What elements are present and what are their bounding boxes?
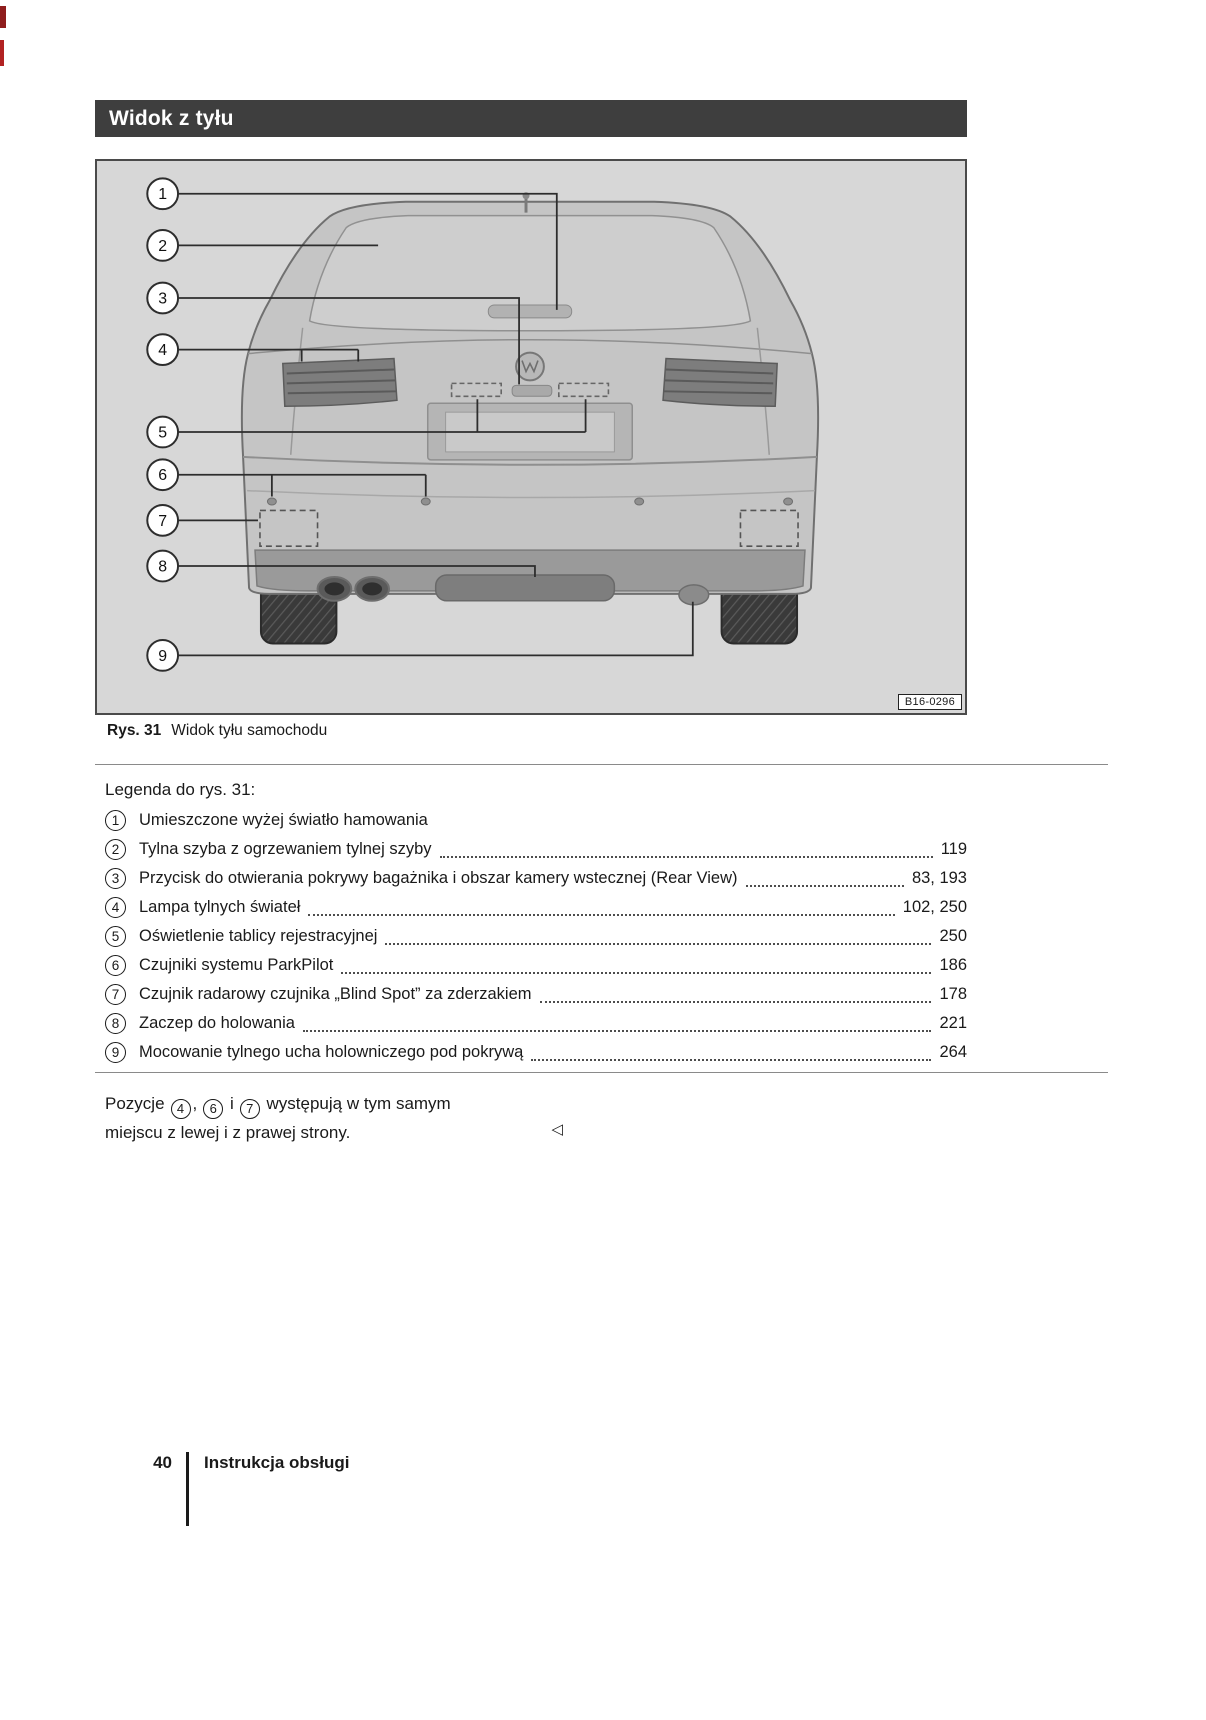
legend-item-text: Oświetlenie tablicy rejestracyjnej (139, 927, 378, 945)
park-sensor (421, 498, 430, 505)
legend-item (105, 980, 967, 1009)
legend-item-pages: 264 (939, 1043, 967, 1061)
legend-item (105, 893, 967, 922)
divider (95, 764, 1108, 765)
svg-text:2: 2 (158, 237, 168, 255)
divider (95, 1072, 1108, 1073)
legend-item (105, 806, 967, 835)
figure-caption-label: Rys. 31 (107, 722, 162, 739)
legend-item-text: Zaczep do holowania (139, 1014, 295, 1032)
exhaust-pipe-inner (362, 582, 382, 595)
legend-item (105, 864, 967, 893)
figure-box (95, 159, 967, 715)
brand-badge (516, 353, 544, 381)
legend-item (105, 951, 967, 980)
legend-item-pages: 250 (939, 927, 967, 945)
legend-item-number: 8 (105, 1013, 126, 1034)
legend-title: Legenda do rys. 31: (105, 780, 256, 799)
legend-item (105, 1038, 967, 1067)
legend-item-number: 1 (105, 810, 126, 831)
legend-item (105, 922, 967, 951)
legend-item-number: 7 (105, 984, 126, 1005)
svg-text:6: 6 (158, 467, 168, 485)
dotted-leader (746, 885, 904, 887)
legend-item-number: 9 (105, 1042, 126, 1063)
legend-item-number: 2 (105, 839, 126, 860)
legend-item-text: Tylna szyba z ogrzewaniem tylnej szyby (139, 840, 432, 858)
note-callout-7: 7 (240, 1099, 260, 1119)
legend-item-pages: 221 (939, 1014, 967, 1032)
legend-item-text: Czujnik radarowy czujnika „Blind Spot” za zderzakiem (139, 985, 532, 1003)
page-number: 40 (153, 1453, 172, 1472)
brake-light (488, 305, 571, 318)
dotted-leader (540, 1001, 932, 1003)
legend-item-number: 5 (105, 926, 126, 947)
dotted-leader (385, 943, 931, 945)
svg-text:9: 9 (158, 647, 168, 665)
legend-item-pages: 186 (939, 956, 967, 974)
car-rear-view-diagram (97, 161, 961, 709)
document-title: Instrukcja obsługi (204, 1453, 350, 1472)
park-sensor (784, 498, 793, 505)
page-footer (138, 1452, 349, 1526)
legend-item (105, 1009, 967, 1038)
dotted-leader (308, 914, 894, 916)
legend-item-pages: 102, 250 (902, 898, 967, 916)
exhaust-pipe-inner (324, 582, 344, 595)
note-text: i (230, 1094, 234, 1113)
legend-item-number: 6 (105, 955, 126, 976)
note-callout-4: 4 (171, 1099, 191, 1119)
park-sensor (635, 498, 644, 505)
legend-item (105, 835, 967, 864)
svg-text:8: 8 (158, 558, 168, 576)
legend-item-text: Przycisk do otwierania pokrywy bagażnika i obszar kamery wstecznej (Rear View) (139, 869, 738, 887)
figure-caption (107, 722, 327, 740)
note-text: miejscu z lewej i z prawej strony. (105, 1123, 351, 1142)
tow-hitch-cover (436, 575, 615, 601)
scan-artifact (0, 40, 4, 66)
note-text: , (192, 1094, 198, 1113)
legend-item-text: Mocowanie tylnego ucha holowniczego pod pokrywą (139, 1043, 524, 1061)
position-note (105, 1090, 563, 1147)
legend-item-text: Umieszczone wyżej światło hamowania (139, 811, 428, 829)
dotted-leader (303, 1030, 932, 1032)
section-header: Widok z tyłu (95, 100, 967, 137)
towing-eye-cover (679, 585, 709, 605)
callout-9 (147, 602, 693, 671)
svg-text:5: 5 (158, 424, 168, 442)
legend-item-number: 4 (105, 897, 126, 918)
svg-text:7: 7 (158, 512, 168, 530)
dotted-leader (531, 1059, 931, 1061)
footer-divider (186, 1452, 189, 1526)
dotted-leader (440, 856, 933, 858)
legend-item-pages: 119 (940, 840, 967, 858)
section-end-mark: ◁ (551, 1121, 563, 1138)
dotted-leader (341, 972, 931, 974)
legend-item-text: Lampa tylnych świateł (139, 898, 301, 916)
svg-text:1: 1 (158, 186, 168, 204)
callout-7 (147, 505, 258, 536)
legend-item-pages: 178 (939, 985, 967, 1003)
note-text: Pozycje (105, 1094, 165, 1113)
legend-item-text: Czujniki systemu ParkPilot (139, 956, 334, 974)
note-text: występują w tym samym (266, 1094, 451, 1113)
figure-code: B16-0296 (898, 694, 962, 710)
figure-caption-text: Widok tyłu samochodu (171, 722, 328, 739)
svg-text:4: 4 (158, 342, 168, 360)
trunk-release-camera (512, 385, 552, 396)
park-sensor (267, 498, 276, 505)
legend-item-pages: 83, 193 (911, 869, 967, 887)
legend-item-number: 3 (105, 868, 126, 889)
note-callout-6: 6 (203, 1099, 223, 1119)
scan-artifact (0, 6, 6, 28)
legend-list (105, 806, 967, 1067)
svg-text:3: 3 (158, 290, 168, 308)
